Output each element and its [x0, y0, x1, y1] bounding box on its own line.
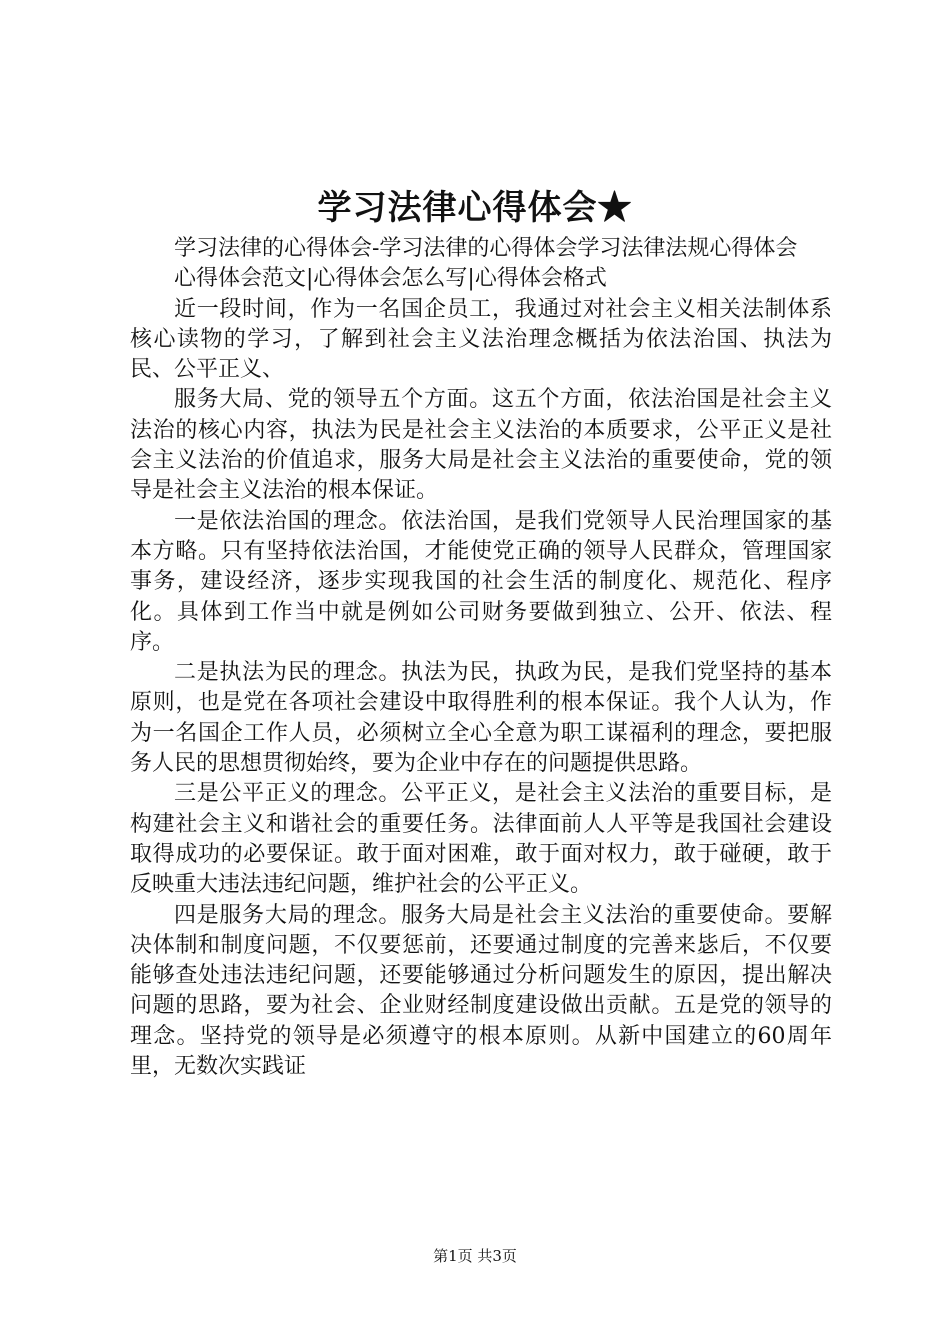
body-paragraph: 心得体会范文|心得体会怎么写|心得体会格式	[174, 266, 607, 292]
page-footer: 第1页 共3页	[433, 1247, 517, 1265]
document-title: 学习法律心得体会★	[317, 188, 633, 228]
body-paragraph: 服务大局、党的领导五个方面。这五个方面，依法治国是社会主义法治的核心内容，执法为民是社会主义法治的本质要求，公平正义是社会主义法治的价值追求，服务大局是社会主义法治的重要使命，党的领导是社会主义法治的根本保证。	[130, 387, 832, 504]
body-paragraph: 三是公平正义的理念。公平正义，是社会主义法治的重要目标，是构建社会主义和谐社会的重要任务。法律面前人人平等是我国社会建设取得成功的必要保证。敢于面对困难，敢于面对权力，敢于碰硬，敢于反映重大违法违纪问题，维护社会的公平正义。	[130, 781, 832, 898]
body-paragraph: 一是依法治国的理念。依法治国，是我们党领导人民治理国家的基本方略。只有坚持依法治国，才能使党正确的领导人民群众，管理国家事务，建设经济，逐步实现我国的社会生活的制度化、规范化、程序化。具体到工作当中就是例如公司财务要做到独立、公开、依法、程序。	[130, 508, 832, 655]
body-paragraph: 二是执法为民的理念。执法为民，执政为民，是我们党坚持的基本原则，也是党在各项社会建设中取得胜利的根本保证。我个人认为，作为一名国企工作人员，必须树立全心全意为职工谋福利的理念，要把服务人民的思想贯彻始终，要为企业中存在的问题提供思路。	[130, 660, 832, 777]
body-paragraph: 四是服务大局的理念。服务大局是社会主义法治的重要使命。要解决体制和制度问题，不仅要惩前，还要通过制度的完善来毖后，不仅要能够查处违法违纪问题，还要能够通过分析问题发生的原因，提出解决问题的思路，要为社会、企业财经制度建设做出贡献。五是党的领导的理念。坚持党的领导是必须遵守的根本原则。从新中国建立的60周年里，无数次实践证	[130, 902, 832, 1080]
body-paragraph: 近一段时间，作为一名国企员工，我通过对社会主义相关法制体系核心读物的学习，了解到社会主义法治理念概括为依法治国、执法为民、公平正义、	[130, 296, 832, 383]
document-body	[130, 234, 832, 1082]
body-paragraph: 学习法律的心得体会-学习法律的心得体会学习法律法规心得体会	[174, 236, 798, 261]
